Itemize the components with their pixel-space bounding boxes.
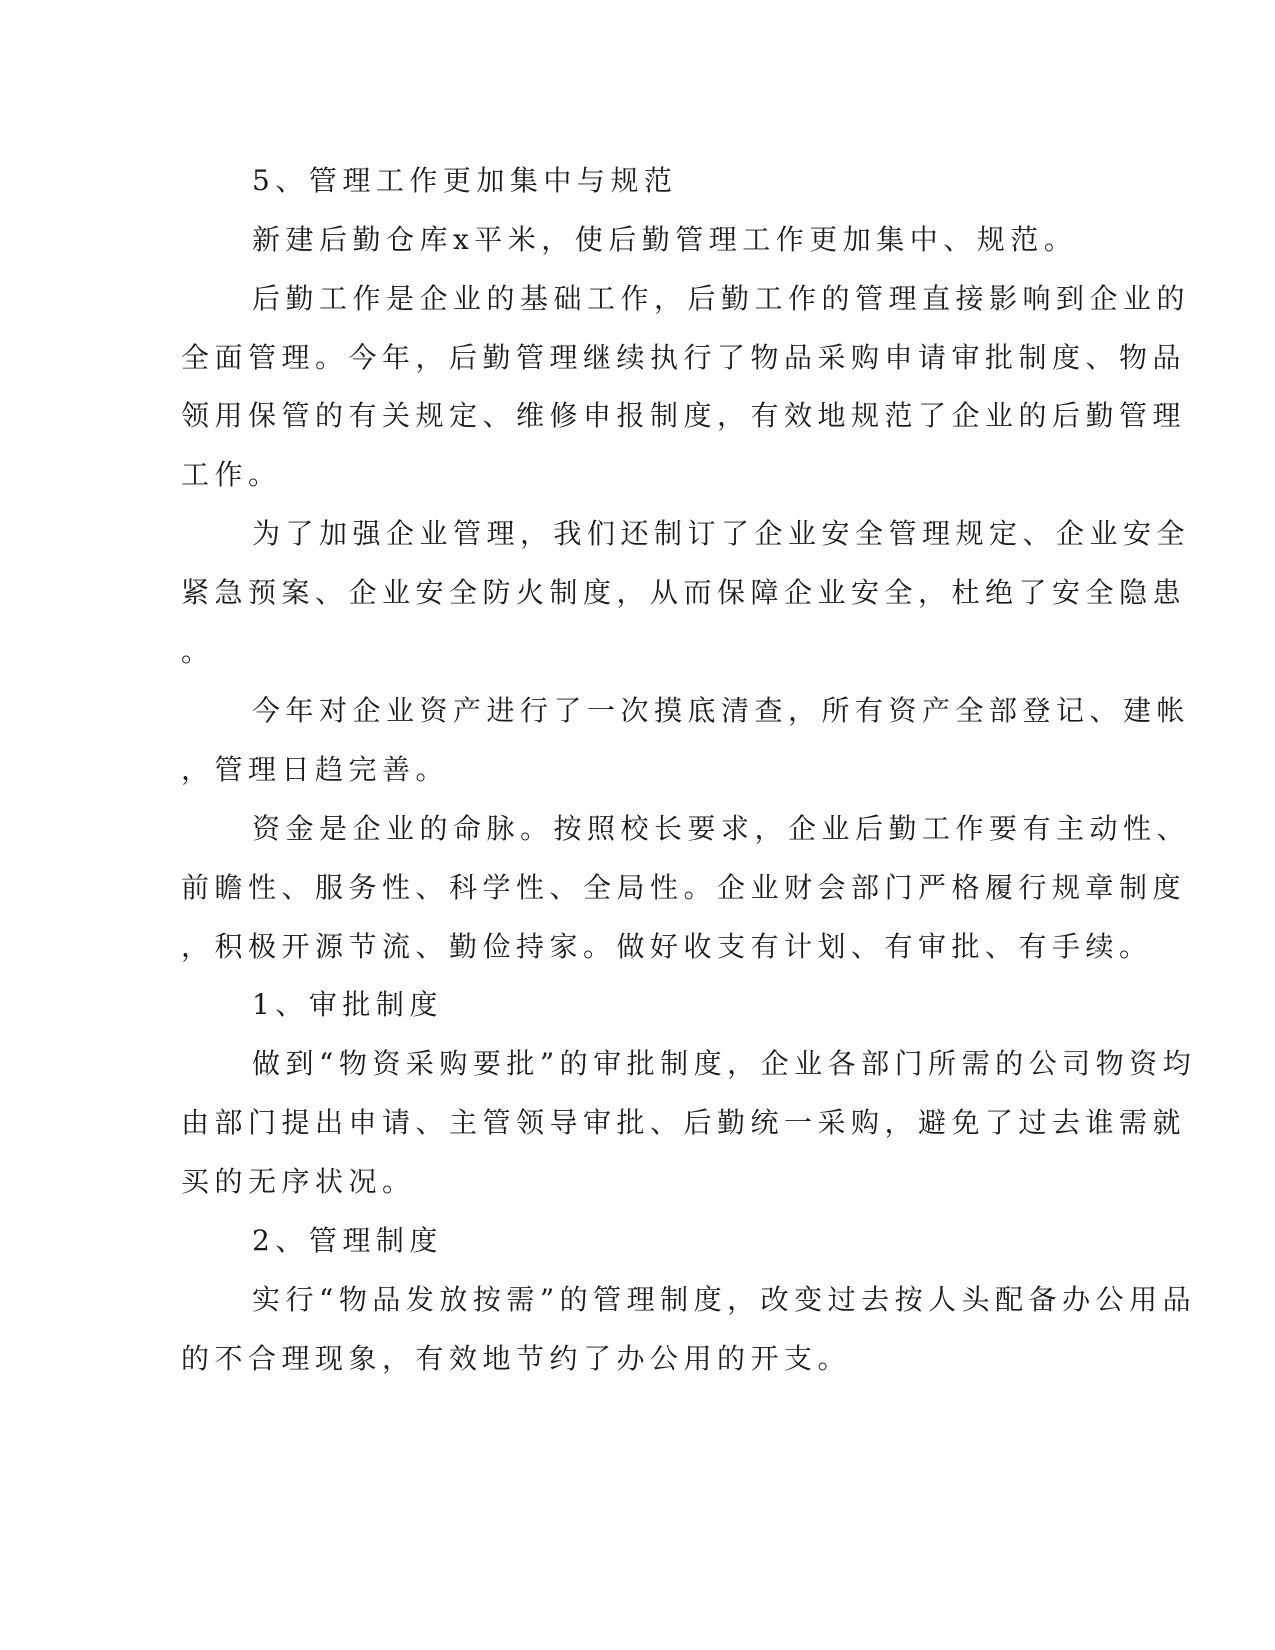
paragraph-line: 今年对企业资产进行了一次摸底清查，所有资产全部登记、建帐 xyxy=(252,694,1191,727)
section-heading-5: 5、管理工作更加集中与规范 xyxy=(252,164,678,197)
paragraph-line: 实行“物品发放按需”的管理制度，改变过去按人头配备办公用品 xyxy=(252,1283,1197,1316)
paragraph-line: 后勤工作是企业的基础工作，后勤工作的管理直接影响到企业的 xyxy=(252,282,1191,315)
paragraph-line: 的不合理现象，有效地节约了办公用的开支。 xyxy=(181,1342,852,1375)
paragraph-line: 领用保管的有关规定、维修申报制度，有效地规范了企业的后勤管理 xyxy=(181,399,1187,432)
section-heading-1: 1、审批制度 xyxy=(252,988,443,1021)
paragraph-line: 工作。 xyxy=(181,458,282,491)
paragraph-line: 。 xyxy=(181,635,215,668)
paragraph-line: 紧急预案、企业安全防火制度，从而保障企业安全，杜绝了安全隐患 xyxy=(181,576,1187,609)
paragraph-line: 前瞻性、服务性、科学性、全局性。企业财会部门严格履行规章制度 xyxy=(181,871,1187,904)
paragraph-line: 买的无序状况。 xyxy=(181,1165,416,1198)
paragraph-line: 做到“物资采购要批”的审批制度，企业各部门所需的公司物资均 xyxy=(252,1047,1197,1080)
paragraph-line: 全面管理。今年，后勤管理继续执行了物品采购申请审批制度、物品 xyxy=(181,341,1187,374)
paragraph-line: ，积极开源节流、勤俭持家。做好收支有计划、有审批、有手续。 xyxy=(181,930,1153,963)
paragraph-line: 资金是企业的命脉。按照校长要求，企业后勤工作要有主动性、 xyxy=(252,812,1191,845)
paragraph-line: 新建后勤仓库x平米，使后勤管理工作更加集中、规范。 xyxy=(252,223,1078,256)
paragraph-line: ，管理日趋完善。 xyxy=(181,753,450,786)
paragraph-line: 由部门提出申请、主管领导审批、后勤统一采购，避免了过去谁需就 xyxy=(181,1106,1187,1139)
paragraph-line: 为了加强企业管理，我们还制订了企业安全管理规定、企业安全 xyxy=(252,517,1191,550)
section-heading-2: 2、管理制度 xyxy=(252,1224,443,1257)
